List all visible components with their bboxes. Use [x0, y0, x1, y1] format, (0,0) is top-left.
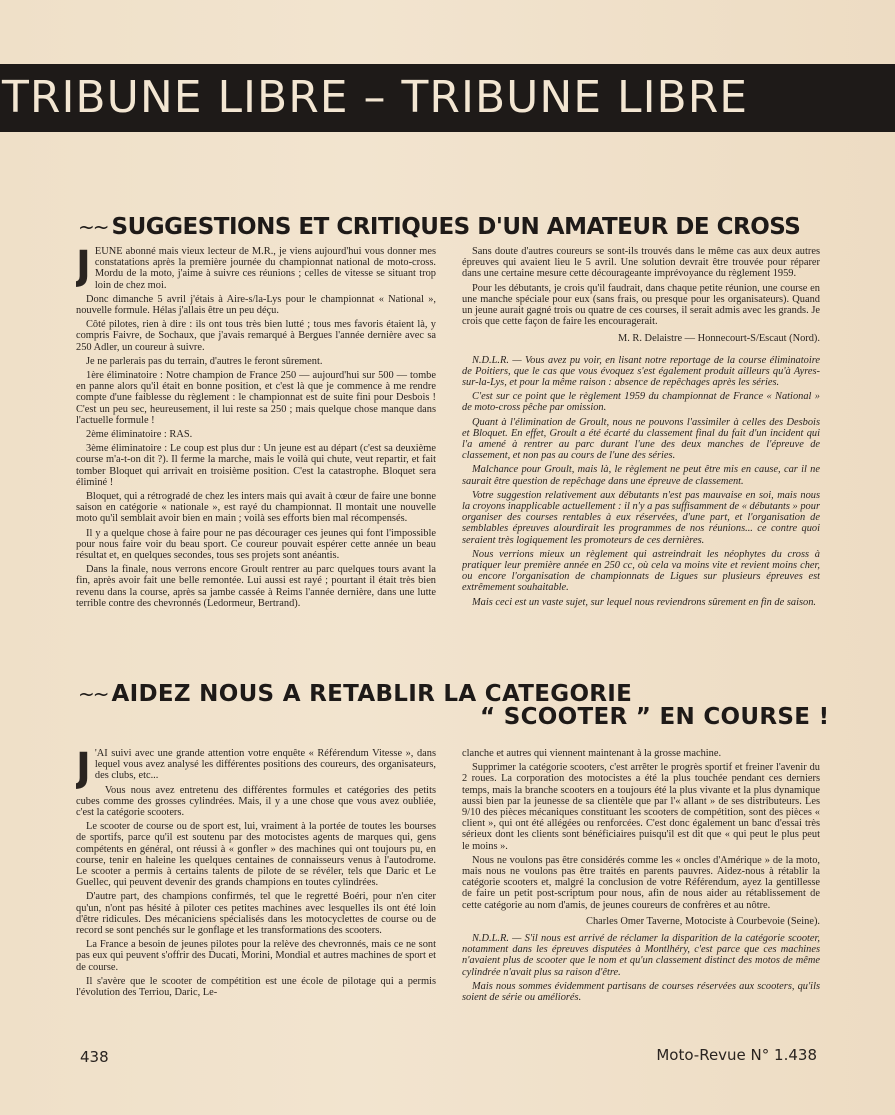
title-dash-ornament: ~~ — [78, 215, 108, 239]
article2-ndlr — [462, 933, 820, 1003]
article2-column-1 — [76, 748, 436, 1048]
magazine-issue: Moto-Revue N° 1.438 — [656, 1046, 817, 1064]
article-paragraph: Pour les débutants, je crois qu'il faudrait, dans chaque petite réunion, une course en une manche spéciale pour eux (sans frais, ou presque pour les organisateurs). Quand un jeune aurait gagné trois ou quatre de ces courses, il serait admis avec les grands. Je crois que cette façon de faire les encouragerait. — [462, 282, 820, 328]
article1-title — [78, 214, 800, 240]
article2-column-2 — [462, 748, 820, 1048]
article-paragraph: Le scooter de course ou de sport est, lui, vraiment à la portée de toutes les bourses de sportifs, parce qu'il est soutenu par des motocistes agents de marques qui, gens compétents en général, ont réussi à « gonfler » des machines qui ont toujours pu, en course, tenir en haleine les quelques centaines de connaisseurs venus à l'autodrome. Le scooter a permis à certains talents de pilote de se révéler, tels que Daric et Le Guellec, qui peuvent devenir des grands champions en toutes cylindrées. — [76, 821, 436, 889]
article2-signature: Charles Omer Taverne, Motociste à Courbevoie (Seine). — [586, 915, 820, 927]
article-paragraph: La France a besoin de jeunes pilotes pour la relève des chevronnés, mais ce ne sont pas eux qui peuvent s'offrir des Ducati, Morini, Mondial et autres machines de sport et de course. — [76, 939, 436, 973]
editor-note-paragraph: Nous verrions mieux un règlement qui astreindrait les néophytes du cross à pratiquer leur première année en 250 cc, où cela va moins vite et revient moins cher, ou encore l'organisation de championnats de Ligues sur plusieurs épreuves est extrêmement souhaitable. — [462, 548, 820, 594]
article-paragraph: Sans doute d'autres coureurs se sont-ils trouvés dans le même cas aux deux autres épreuves qui avaient lieu le 5 avril. Une solution devrait être trouvée pour réparer dans une certaine mesure cette décourageante imprévoyance du règlement 1959. — [462, 246, 820, 280]
article-paragraph: Supprimer la catégorie scooters, c'est arrêter le progrès sportif et freiner l'avenir du 2 roues. La corporation des motocistes a été la plus touchée pendant ces derniers temps, mais la branche scooters en a toujours été la plus vivante et la plus dynamique aussi bien par la jeunesse de sa clientèle que par l'« allant » de ses distributeurs. Les 9/10 des pièces mécaniques constituant les scooters de compétition, sont des pièces « client », qui ont été allégées ou renforcées. C'est donc également un banc d'essai très sérieux dont les clients sont bénéficiaires puisqu'il est dit que « qui peut le plus peut le moins ». — [462, 762, 820, 852]
title-dash-ornament: ~~ — [78, 682, 108, 706]
tribune-libre-banner — [0, 64, 895, 132]
editor-note-paragraph: Mais ceci est un vaste sujet, sur lequel nous reviendrons sûrement en fin de saison. — [472, 596, 816, 608]
article2-title-line2 — [480, 704, 829, 730]
banner-text: TRIBUNE LIBRE – TRIBUNE LIBRE — [2, 72, 749, 123]
article-paragraph: 1ère éliminatoire : Notre champion de France 250 — aujourd'hui sur 500 — tombe en panne alors qu'il était en bonne position, et c'est là que je commence à me rendre compte d'une faiblesse du règlement : le championnat est de suite fini pour Desbois ! C'est un peu sec, heureusement, il lui reste sa 250 ; mais quelque chose manque dans l'actuelle formule ! — [76, 370, 436, 426]
article-paragraph: Côté pilotes, rien à dire : ils ont tous très bien lutté ; tous mes favoris étaient là, y compris Faivre, de Sochaux, que j'avais remarqué à Bergues l'année dernière avec sa 250 Adler, un coureur à suivre. — [76, 319, 436, 353]
page-number: 438 — [80, 1048, 109, 1066]
article-paragraph: clanche et autres qui viennent maintenant à la grosse machine. — [462, 748, 722, 759]
article2-dropcap: J — [76, 748, 91, 791]
article1-title-text: SUGGESTIONS ET CRITIQUES D'UN AMATEUR DE CROSS — [111, 214, 801, 240]
editor-note-paragraph: C'est sur ce point que le règlement 1959 du championnat de France « National » de moto-cross pêche par omission. — [462, 391, 820, 414]
article1-col2-paragraphs — [462, 246, 820, 327]
article-paragraph: 3ème éliminatoire : Le coup est plus dur : Un jeune est au départ (c'est sa deuxième course m'a-t-on dit ?). Il ferme la marche, mais le voilà qui chute, veut repartir, et fait tomber Bloquet qui arrivait en troisième position. C'est la catastrophe. Bloquet sera éliminé ! — [76, 443, 436, 488]
article1-dropcap: J — [76, 246, 91, 289]
article-paragraph: EUNE abonné mais vieux lecteur de M.R., je viens aujourd'hui vous donner mes constatations après la première journée du championnat national de moto-cross. Mordu de la moto, j'aime à suivre ces réunions ; celles de vitesse se situant trop loin de chez moi. — [94, 246, 436, 291]
article1-ndlr — [462, 355, 820, 608]
article-paragraph: D'autre part, des champions confirmés, tel que le regretté Boéri, pour n'en citer qu'un, n'ont pas hésité à piloter ces petites machines avec lesquelles ils ont été loin d'être ridicules. Des mécaniciens spécialisés dans les motocyclettes de course ou de record se sont penchés sur le gonflage et les transformations des scooters. — [76, 891, 436, 937]
article-paragraph: Bloquet, qui a rétrogradé de chez les inters mais qui avait à cœur de faire une bonne saison en catégorie « nationale », est rayé du championnat. Il montait une nouvelle moto qu'il semblait avoir bien en main ; voilà ses efforts bien mal récompensés. — [76, 491, 436, 525]
article-paragraph: Nous ne voulons pas être considérés comme les « oncles d'Amérique » de la moto, mais nous ne voulons pas être traités en parents pauvres. Aidez-nous à rétablir la catégorie scooters et, malgré la conclusion de votre Référendum, ayez la gentillesse de faire un petit post-scriptum pour nous, afin de nous aider au rétablissement de cette catégorie au nom d'amis, de jeunes coureurs de confrères et au nôtre. — [462, 854, 820, 911]
article1-col1-paragraphs — [76, 246, 436, 609]
article-paragraph: Vous nous avez entretenu des différentes formules et catégories des petits cubes comme des grosses cylindrées. Mais, il y a une chose que vous avez oubliée, c'est la catégorie scooters. — [76, 784, 436, 819]
article-paragraph: 'AI suivi avec une grande attention votre enquête « Référendum Vitesse », dans lequel vous avez analysé les différentes positions des coureurs, des organisateurs, des clubs, etc... — [94, 748, 436, 782]
editor-note-paragraph: N.D.L.R. — S'il nous est arrivé de réclamer la disparition de la catégorie scooter, notamment dans les épreuves disputées à Montlhéry, c'est parce que ces machines n'avaient plus de scooter que le nom et qu'un classement distinct des motos de même cylindrée n'avait plus sa raison d'être. — [462, 933, 820, 978]
article-paragraph: Dans la finale, nous verrons encore Groult rentrer au parc quelques tours avant la fin, après avoir fait une belle remontée. Lui aussi est rayé ; pourtant il était très bien revenu dans la course, après sa jambe cassée à Reims l'année dernière, dans une lutte terrible contre des chevronnés (Ledormeur, Bertrand). — [76, 564, 436, 609]
article-paragraph: Je ne parlerais pas du terrain, d'autres le feront sûrement. — [86, 355, 323, 367]
editor-note-paragraph: Votre suggestion relativement aux débutants n'est pas mauvaise en soi, mais nous la croyons inapplicable actuellement : il n'y a pas suffisamment de « débutants » pour organiser des courses rentables à eux réservées, d'une part, et l'organisation de semblables épreuves alourdirait les programmes de nos réunions... ce contre quoi seraient très logiquement les promoteurs de ces dernières. — [462, 489, 820, 546]
editor-note-paragraph: Mais nous sommes évidemment partisans de courses réservées aux scooters, qu'ils soient de série ou améliorés. — [462, 980, 820, 1004]
article1-column-2 — [462, 246, 820, 678]
article2-title-line1-text: AIDEZ NOUS A RETABLIR LA CATEGORIE — [111, 681, 633, 707]
editor-note-paragraph: Malchance pour Groult, mais là, le règlement ne peut être mis en cause, car il ne saurait être question de repêchage dans une épreuve de classement. — [462, 464, 820, 487]
article-paragraph: Il y a quelque chose à faire pour ne pas décourager ces jeunes qui font l'impossible pour nous faire voir du beau sport. Ce coureur pouvait espérer cette année un beau résultat et, en quelques secondes, tous ses projets sont anéantis. — [76, 527, 436, 562]
article2-title-line2-text: “ SCOOTER ” EN COURSE ! — [480, 704, 830, 730]
editor-note-paragraph: Quant à l'élimination de Groult, nous ne pouvons l'assimiler à celles des Desbois et Bloquet. En effet, Groult a été écarté du classement final du fait d'un incident qui l'a amené à rentrer au parc durant l'une des deux manches de l'épreuve de classement, et non pas au cours de l'une des séries. — [462, 416, 820, 462]
article2-col1-paragraphs — [76, 748, 436, 998]
article1-signature: M. R. Delaistre — Honnecourt-S/Escaut (Nord). — [618, 333, 820, 345]
editor-note-paragraph: N.D.L.R. — Vous avez pu voir, en lisant notre reportage de la course éliminatoire de Poitiers, que le cas que vous évoquez s'est également produit ailleurs qu'à Ayres-sur-la-Lys, et pour la même raison : absence de repêchages après les séries. — [462, 354, 820, 389]
article1-column-1 — [76, 246, 436, 678]
article2-col2-paragraphs — [462, 748, 820, 911]
article-paragraph: Donc dimanche 5 avril j'étais à Aire-s/la-Lys pour le championnat « National », nouvelle formule. Hélas j'allais être un peu déçu. — [76, 293, 436, 317]
article-paragraph: 2ème éliminatoire : RAS. — [86, 429, 193, 441]
article-paragraph: Il s'avère que le scooter de compétition est une école de pilotage qui a permis l'évolution des Terriou, Daric, Le- — [76, 975, 436, 999]
